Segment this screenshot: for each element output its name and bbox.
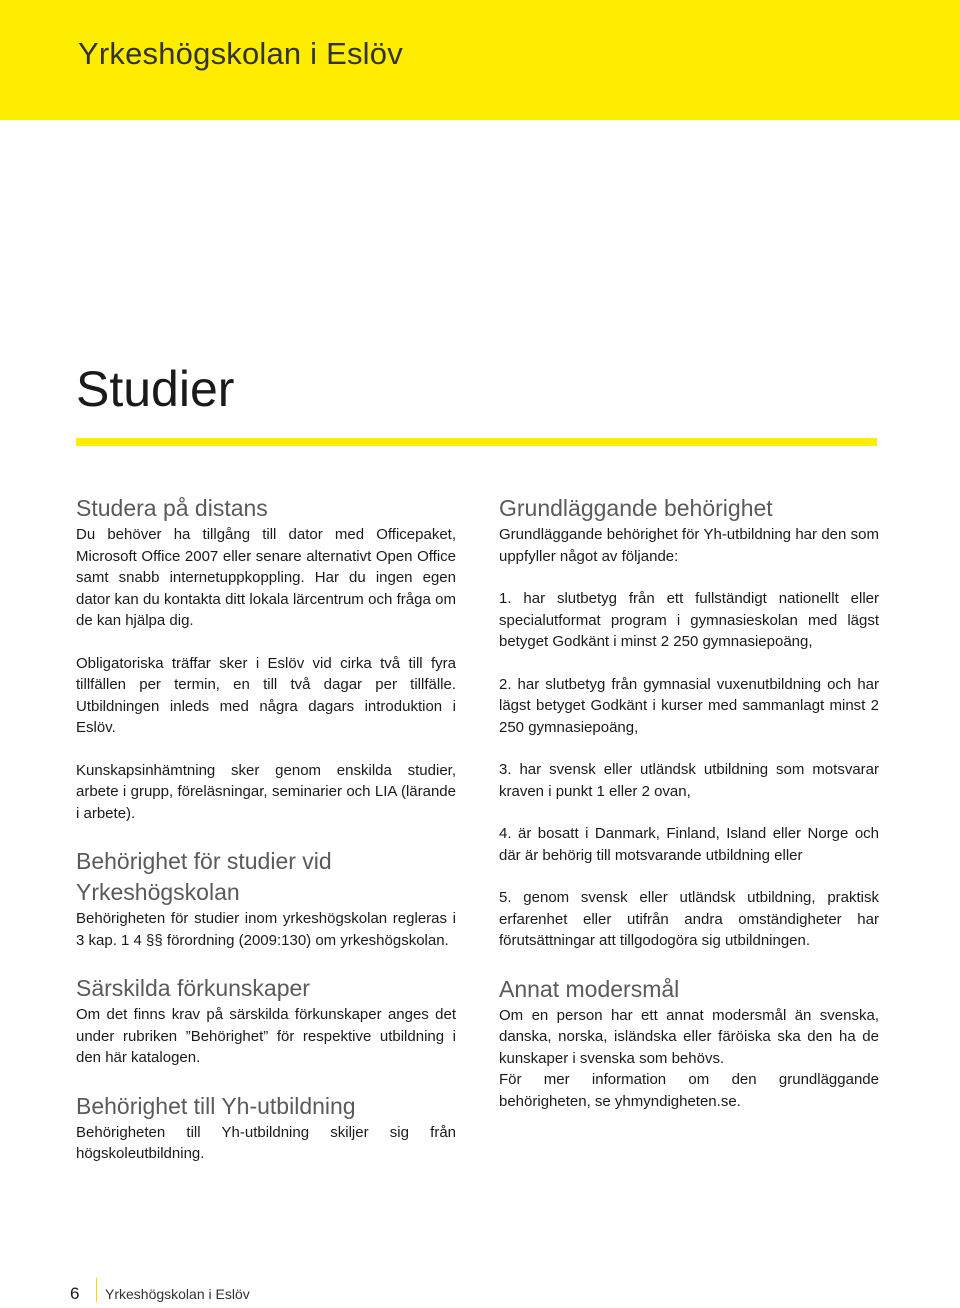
section-heading-annat-modersmal: Annat modersmål <box>499 975 680 1002</box>
header-band <box>0 0 960 120</box>
paragraph-distans-3: Kunskapsinhämtning sker genom enskilda studier, arbete i grupp, föreläsningar, seminarier och LIA (lärande i arbete). <box>76 761 456 822</box>
list-item-criterion-3: 3. har svensk eller utländsk utbildning som motsvarar kraven i punkt 1 eller 2 ovan, <box>499 761 879 800</box>
section-heading-behorighet-yh: Behörighet till Yh-utbildning <box>76 1092 356 1119</box>
paragraph-grundlaggande-intro: Grundläggande behörighet för Yh-utbildning har den som uppfyller något av följande: <box>499 526 879 565</box>
page-number: 6 <box>70 1284 80 1303</box>
section-heading-grundlaggande: Grundläggande behörighet <box>499 495 773 521</box>
list-item-criterion-4: 4. är bosatt i Danmark, Finland, Island eller Norge och där är behörig till motsvarande utbildning eller <box>499 825 879 864</box>
title-divider <box>76 438 877 446</box>
paragraph-distans-1: Du behöver ha tillgång till dator med Officepaket, Microsoft Office 2007 eller senare alternativt Open Office samt snabb internetuppkoppling. Har du ingen egen dator kan du kontakta ditt lokala lärcentrum och fråga om de kan hjälpa dig. <box>76 526 456 629</box>
paragraph-distans-2: Obligatoriska träffar sker i Eslöv vid cirka två till fyra tillfällen per termin, en till två dagar per tillfälle. Utbildningen inleds med några dagars introduktion i Eslöv. <box>76 654 456 736</box>
footer-text: Yrkeshögskolan i Eslöv <box>105 1286 250 1302</box>
section-heading-behorighet-studier: Behörighet för studier vid Yrkeshögskolan <box>76 848 332 905</box>
right-column <box>499 493 879 1112</box>
page-footer <box>70 1278 250 1308</box>
header-title: Yrkeshögskolan i Eslöv <box>78 36 403 71</box>
paragraph-sarskilda: Om det finns krav på särskilda förkunskaper anges det under rubriken ”Behörighet” för respektive utbildning i den här katalogen. <box>76 1006 456 1066</box>
paragraph-behorighet-yh: Behörigheten till Yh-utbildning skiljer sig från högskoleutbildning. <box>76 1123 456 1162</box>
section-heading-distans: Studera på distans <box>76 495 268 521</box>
paragraph-annat-modersmal-2: För mer information om den grundläggande behörigheten, se yhmyndigheten.se. <box>499 1071 879 1110</box>
section-heading-sarskilda: Särskilda förkunskaper <box>76 975 310 1001</box>
left-column <box>76 493 456 1165</box>
list-item-criterion-2: 2. har slutbetyg från gymnasial vuxenutbildning och har lägst betyget Godkänt i kurser med sammanlagt minst 2 250 gymnasiepoäng, <box>499 675 879 736</box>
footer-divider <box>96 1278 97 1302</box>
paragraph-behorighet-studier: Behörigheten för studier inom yrkeshögskolan regleras i 3 kap. 1 4 §§ förordning (2009:130) om yrkeshögskolan. <box>76 910 456 949</box>
page-title: Studier <box>76 361 235 417</box>
paragraph-annat-modersmal-1: Om en person har ett annat modersmål än svenska, danska, norska, isländska eller färöiska ska den ha de kunskaper i svenska som behövs. <box>499 1006 879 1067</box>
list-item-criterion-1: 1. har slutbetyg från ett fullständigt nationellt eller specialutformat program i gymnasieskolan med lägst betyget Godkänt i minst 2 250 gymnasiepoäng, <box>499 590 879 650</box>
list-item-criterion-5: 5. genom svensk eller utländsk utbildning, praktisk erfarenhet eller utifrån andra omständigheter har förutsättningar att tillgodogöra sig utbildningen. <box>499 889 879 949</box>
